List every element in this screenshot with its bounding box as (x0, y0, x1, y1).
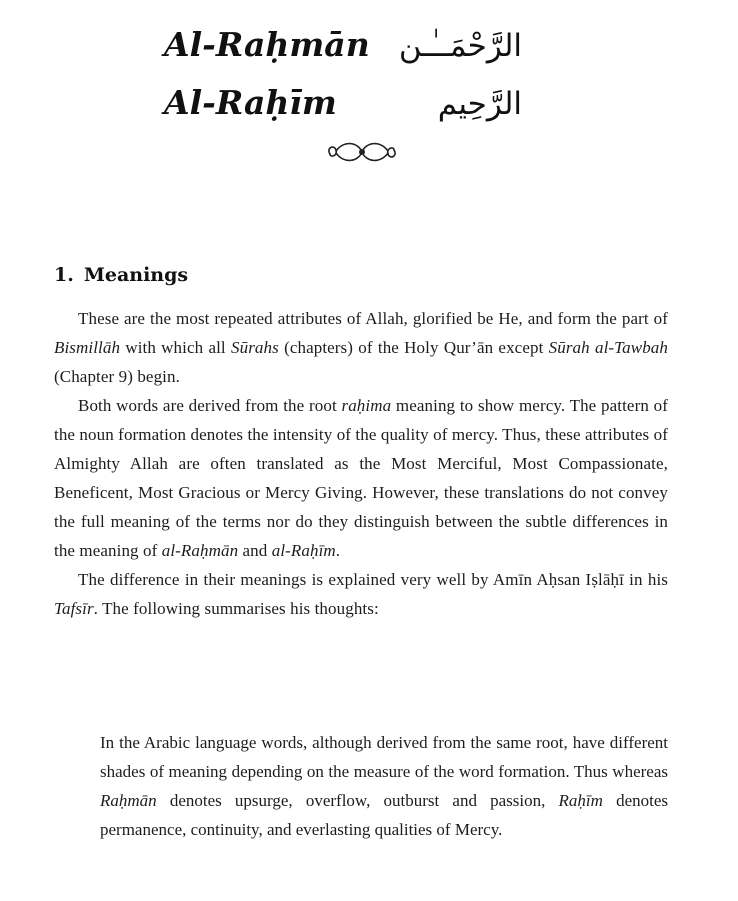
title-al-rahim-arabic: الرَّحِيم (437, 86, 522, 122)
italic-term: Sūrah al-Tawbah (548, 338, 668, 357)
text-run: The difference in their meanings is explained very well by Amīn Aḥsan Iṣlāḥī in his (78, 570, 668, 589)
italic-term: al-Raḥīm (271, 541, 336, 560)
italic-term: Sūrahs (231, 338, 279, 357)
text-run: denotes upsurge, overflow, outburst and passion, (156, 791, 559, 810)
section-number: 1. (54, 264, 74, 286)
page-header (0, 0, 738, 180)
section-heading (54, 262, 188, 288)
text-run: . (335, 541, 341, 560)
text-run: . The following summarises his thoughts: (93, 599, 379, 618)
paragraph (54, 391, 668, 565)
text-run: denotes permanence, continuity, and everlasting qualities of Mercy. (100, 791, 668, 839)
text-run: In the Arabic language words, although derived from the same root, have different shades of meaning depending on the measure of the word formation. Thus whereas (100, 733, 668, 781)
text-run: with which all (120, 338, 231, 357)
italic-term: raḥima (341, 396, 392, 415)
italic-term: Raḥīm (558, 791, 603, 810)
title-al-rahim-latin: Al-Raḥīm (164, 83, 337, 122)
italic-term: Bismillāh (54, 338, 121, 357)
text-run: and (238, 541, 272, 560)
body-text (54, 304, 668, 623)
italic-term: al-Raḥmān (161, 541, 239, 560)
text-run: These are the most repeated attributes of Allah, glorified be He, and form the part of (78, 309, 668, 328)
paragraph (54, 304, 668, 391)
text-run: Both words are derived from the root (78, 396, 342, 415)
text-run: (chapters) of the Holy Qur’ān except (278, 338, 549, 357)
title-al-rahman-latin: Al-Raḥmān (164, 25, 370, 64)
block-quote (100, 728, 668, 844)
text-run: meaning to show mercy. The pattern of the noun formation denotes the intensity of the quality of mercy. Thus, these attributes of Almighty Allah are often translated as the Most Merciful, Most Compassionate, Beneficent, Most Gracious or Mercy Giving. However, these translations do not convey the full meaning of the terms nor do they distinguish between the subtle differences in the meaning of (54, 396, 668, 560)
text-run: (Chapter 9) begin. (54, 367, 180, 386)
italic-term: Tafsīr (54, 599, 94, 618)
title-al-rahman-arabic: الرَّحْمَــٰـن (398, 28, 522, 64)
section-title: Meanings (83, 264, 189, 286)
quote-paragraph (100, 728, 668, 844)
italic-term: Raḥmān (100, 791, 157, 810)
fleuron-ornament-icon (322, 138, 402, 166)
paragraph (54, 565, 668, 623)
